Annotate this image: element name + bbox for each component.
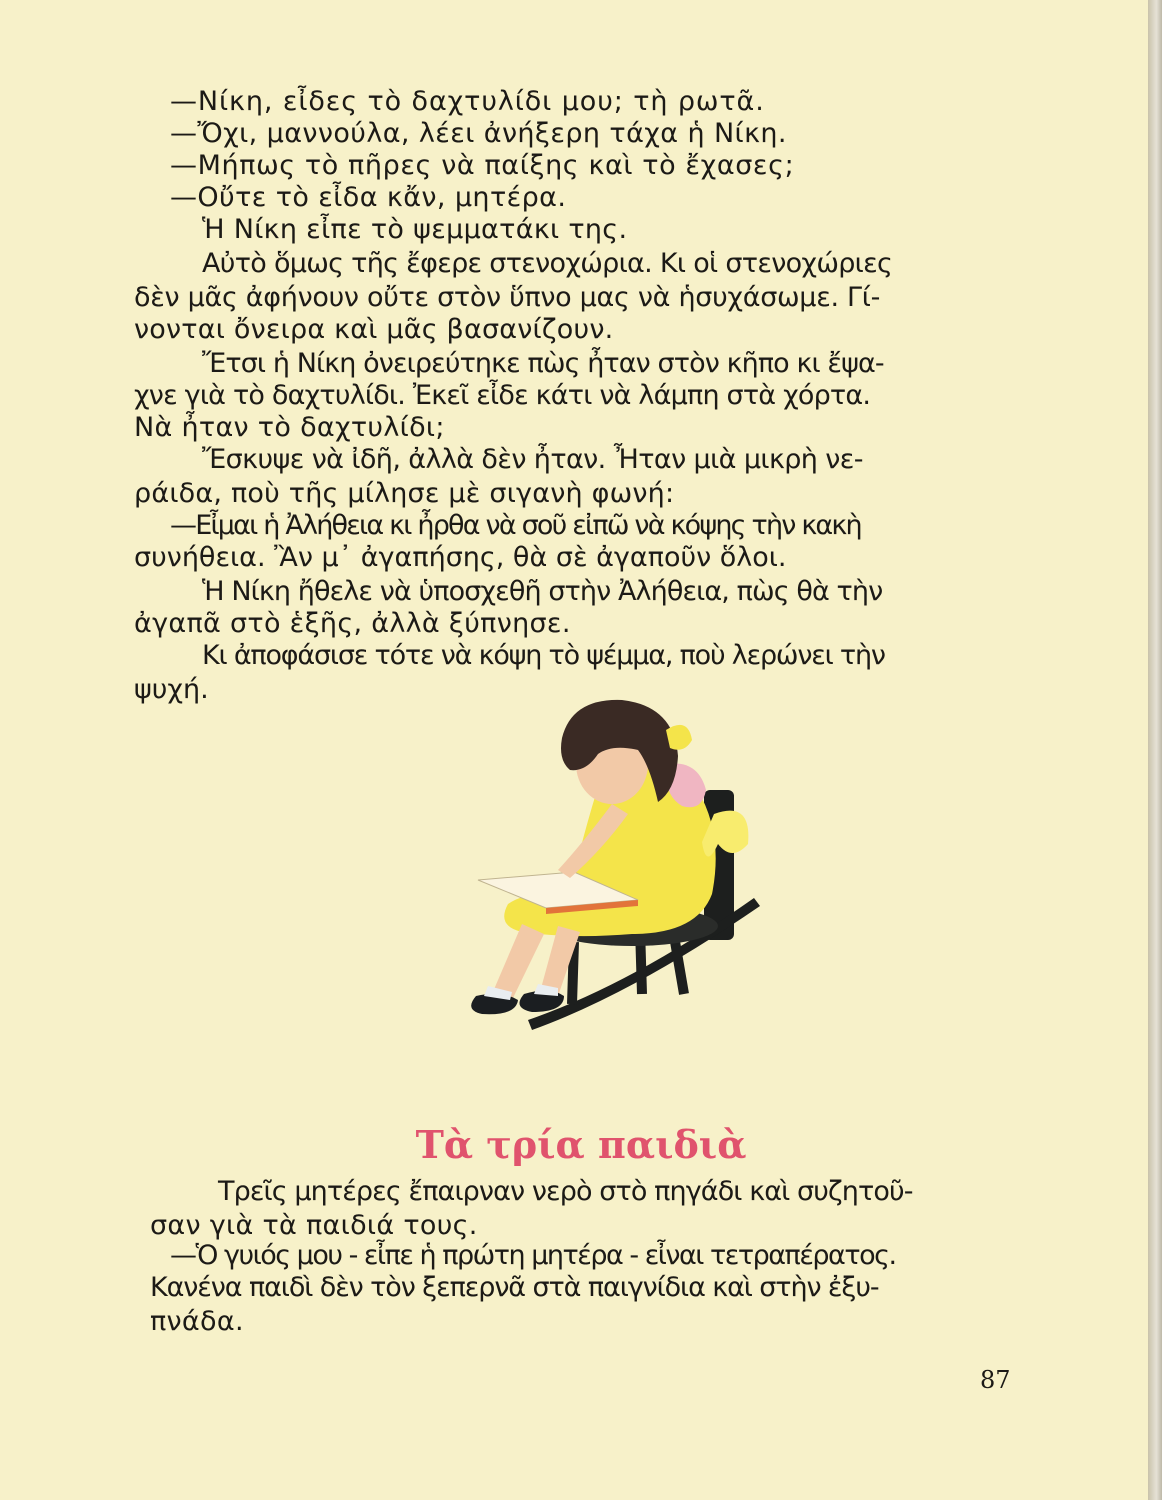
page-edge	[1148, 0, 1162, 1500]
story-line: Αὐτὸ ὅμως τῆς ἔφερε στενοχώρια. Κι οἱ στενοχώριες	[202, 248, 893, 279]
story-line: ράιδα, ποὺ τῆς μίλησε μὲ σιγανὴ φωνή:	[134, 478, 675, 509]
story-line: Ἡ Νίκη εἶπε τὸ ψεμματάκι της.	[202, 214, 628, 245]
story-line: —Ὄχι, μαννούλα, λέει ἀνήξερη τάχα ἡ Νίκη.	[170, 118, 787, 149]
story-line: συνήθεια. Ἂν μ᾽ ἀγαπήσης, θὰ σὲ ἀγαποῦν ὅλοι.	[134, 542, 787, 573]
section-line: —Ὁ γυιός μου - εἶπε ἡ πρώτη μητέρα - εἶναι τετραπέρατος.	[170, 1240, 896, 1271]
story-line: Ἔσκυψε νὰ ἰδῆ, ἀλλὰ δὲν ἦταν. Ἦταν μιὰ μικρὴ νε-	[202, 444, 863, 475]
story-line: Κι ἀποφάσισε τότε νὰ κόψη τὸ ψέμμα, ποὺ λερώνει τὴν	[202, 640, 885, 671]
story-line: —Οὔτε τὸ εἶδα κἄν, μητέρα.	[170, 182, 567, 213]
story-line: Ἔτσι ἡ Νίκη ὀνειρεύτηκε πὼς ἦταν στὸν κῆπο κι ἔψα-	[202, 348, 884, 379]
section-title: Τὰ τρία παιδιὰ	[415, 1122, 747, 1167]
hair-ribbon	[666, 725, 692, 750]
story-line: χνε γιὰ τὸ δαχτυλίδι. Ἐκεῖ εἶδε κάτι νὰ λάμπη στὰ χόρτα.	[134, 380, 871, 411]
section-line: πνάδα.	[150, 1306, 244, 1337]
section-line: Τρεῖς μητέρες ἔπαιρναν νερὸ στὸ πηγάδι καὶ συζητοῦ-	[218, 1176, 913, 1207]
story-line: Νὰ ἦταν τὸ δαχτυλίδι;	[134, 412, 445, 443]
story-line: ψυχή.	[134, 674, 209, 705]
section-line: σαν γιὰ τὰ παιδιά τους.	[150, 1210, 478, 1241]
story-line: ἀγαπᾶ στὸ ἑξῆς, ἀλλὰ ξύπνησε.	[134, 608, 571, 639]
page-number: 87	[980, 1366, 1011, 1394]
girl-reading-illustration	[462, 694, 762, 1050]
section-line: Κανένα παιδὶ δὲν τὸν ξεπερνᾶ στὰ παιγνίδια καὶ στὴν ἐξυ-	[150, 1272, 879, 1303]
story-line: δὲν μᾶς ἀφήνουν οὔτε στὸν ὕπνο μας νὰ ἡσυχάσωμε. Γί-	[134, 282, 881, 313]
story-line: Ἡ Νίκη ἤθελε νὰ ὑποσχεθῆ στὴν Ἀλήθεια, πὼς θὰ τὴν	[202, 576, 883, 607]
story-line: —Νίκη, εἶδες τὸ δαχτυλίδι μου; τὴ ρωτᾶ.	[170, 86, 765, 117]
story-line: —Μήπως τὸ πῆρες νὰ παίξης καὶ τὸ ἔχασες;	[170, 150, 795, 181]
story-line: νονται ὄνειρα καὶ μᾶς βασανίζουν.	[134, 314, 614, 345]
story-line: —Εἶμαι ἡ Ἀλήθεια κι ἦρθα νὰ σοῦ εἰπῶ νὰ κόψης τὴν κακὴ	[170, 510, 861, 541]
